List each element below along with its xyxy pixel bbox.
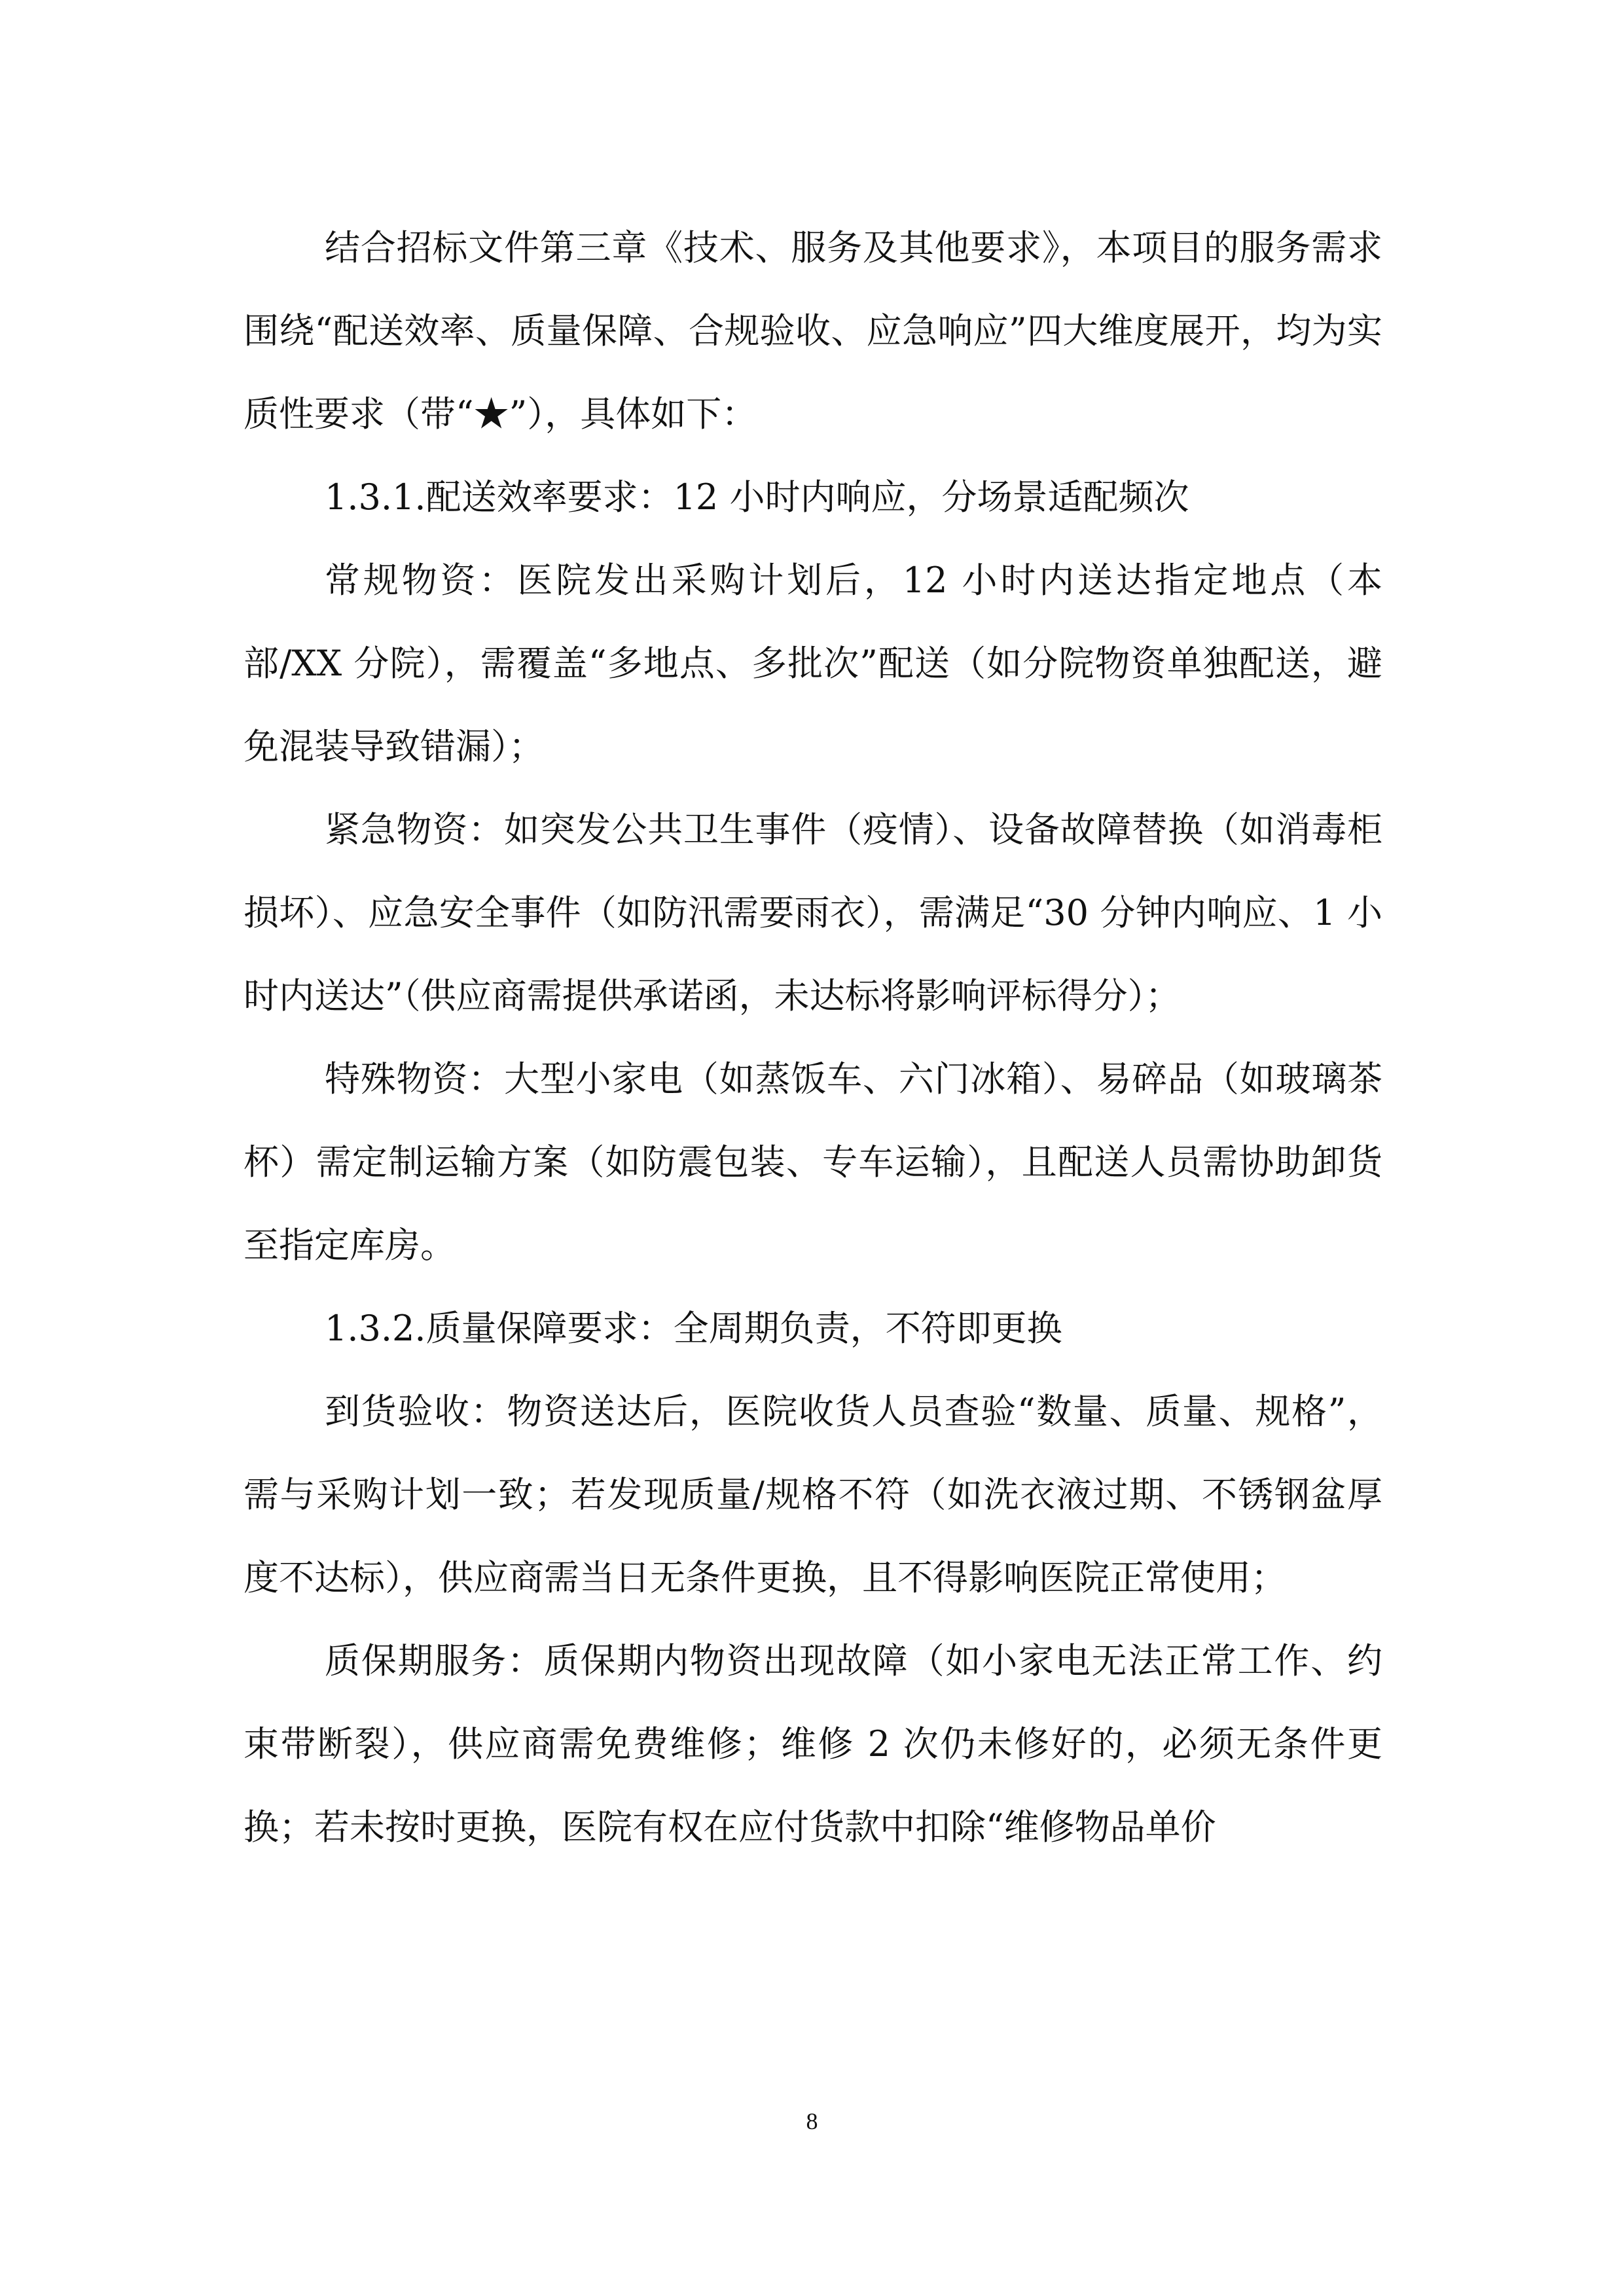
page-number: 8 [806,2108,818,2134]
heading-1-3-2: 1.3.2.质量保障要求：全周期负责，不符即更换 [325,1308,1062,1349]
paragraph-regular-supplies: 常规物资：医院发出采购计划后，12 小时内送达指定地点（本部/XX 分院），需覆盖“多地点、多批次”配送（如分院物资单独配送，避免混装导致错漏）； [244,560,1382,767]
paragraph-special-supplies: 特殊物资：大型小家电（如蒸饭车、六门冰箱）、易碎品（如玻璃茶杯）需定制运输方案（如防震包装、专车运输），且配送人员需协助卸货至指定库房。 [244,1058,1382,1266]
paragraph-intro: 结合招标文件第三章《技术、服务及其他要求》，本项目的服务需求围绕“配送效率、质量保障、合规验收、应急响应”四大维度展开，均为实质性要求（带“★”），具体如下： [244,227,1382,435]
document-body [244,206,1382,1869]
paragraph-urgent-supplies: 紧急物资：如突发公共卫生事件（疫情）、设备故障替换（如消毒柜损坏）、应急安全事件（如防汛需要雨衣），需满足“30 分钟内响应、1 小时内送达”（供应商需提供承诺函，未达标将影响评标得分）； [244,809,1382,1016]
heading-1-3-1: 1.3.1.配送效率要求：12 小时内响应，分场景适配频次 [325,476,1189,518]
paragraph-arrival-acceptance: 到货验收：物资送达后，医院收货人员查验“数量、质量、规格”，需与采购计划一致；若发现质量/规格不符（如洗衣液过期、不锈钢盆厚度不达标），供应商需当日无条件更换，且不得影响医院正常使用； [244,1391,1382,1598]
paragraph-warranty-service: 质保期服务：质保期内物资出现故障（如小家电无法正常工作、约束带断裂），供应商需免费维修；维修 2 次仍未修好的，必须无条件更换；若未按时更换，医院有权在应付货款中扣除“维修物品单价 [244,1640,1382,1848]
